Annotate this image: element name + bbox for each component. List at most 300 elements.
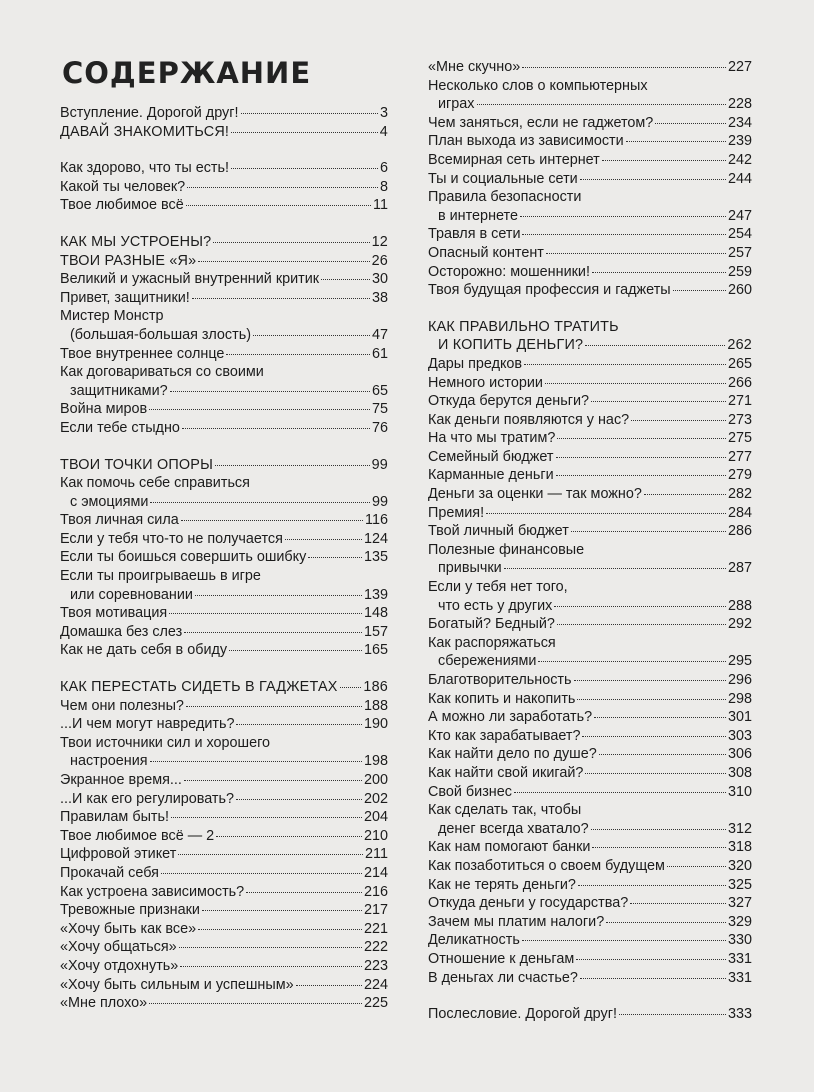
dot-leader <box>213 242 369 243</box>
toc-entry <box>60 994 388 1013</box>
toc-entry-title: (большая-большая злость) <box>70 326 251 343</box>
dot-leader <box>215 465 370 466</box>
toc-entry <box>428 783 752 802</box>
toc-entry-title: ТВОИ РАЗНЫЕ «Я» <box>60 252 197 269</box>
toc-page-number: 257 <box>727 244 752 261</box>
toc-entry <box>60 345 388 364</box>
toc-page-number: 306 <box>727 746 752 763</box>
toc-entry <box>60 159 388 178</box>
toc-entry-title: Если тебе стыдно <box>60 419 180 436</box>
toc-entry-title: Мистер Монстр <box>60 308 164 325</box>
toc-entry-title: Экранное время... <box>60 772 182 788</box>
toc-entry <box>60 178 388 197</box>
toc-entry-title: Травля в сети <box>428 226 521 243</box>
toc-page-number: 279 <box>727 467 752 484</box>
toc-page-number: 301 <box>727 709 752 726</box>
dot-leader <box>545 383 726 384</box>
toc-entry-title: Как нам помогают банки <box>428 839 591 856</box>
toc-entry-title: В деньгах ли счастье? <box>428 969 578 986</box>
toc-section-heading <box>60 123 388 142</box>
toc-entry-title: Как помочь себе справиться <box>60 475 250 492</box>
toc-entry-title: А можно ли заработать? <box>428 709 593 726</box>
toc-page-number: 202 <box>363 790 388 807</box>
toc-entry <box>428 114 752 133</box>
toc-entry <box>428 708 752 727</box>
toc-entry <box>60 734 388 771</box>
toc-entry <box>428 801 752 838</box>
toc-entry <box>60 419 388 438</box>
toc-entry <box>428 151 752 170</box>
toc-entry-title: играх <box>438 96 475 113</box>
toc-entry <box>60 196 388 215</box>
dot-leader <box>556 475 726 476</box>
toc-page-number: 124 <box>363 530 388 547</box>
toc-entry <box>428 132 752 151</box>
toc-entry-title: Твоя будущая профессия и гаджеты <box>428 282 671 299</box>
dot-leader <box>186 205 371 206</box>
dot-leader <box>522 234 726 235</box>
toc-page-number: 116 <box>365 512 388 529</box>
toc-entry-title: Кто как зарабатывает? <box>428 727 581 744</box>
toc-entry <box>428 764 752 783</box>
toc-section-heading <box>60 233 388 252</box>
toc-page-number: 188 <box>363 697 388 714</box>
toc-entry <box>428 634 752 671</box>
toc-entry-title: Прокачай себя <box>60 864 159 881</box>
toc-page-number: 320 <box>727 857 752 874</box>
toc-page-number: 310 <box>727 783 752 800</box>
toc-entry <box>428 485 752 504</box>
toc-page-number: 198 <box>363 753 388 770</box>
dot-leader <box>522 940 726 941</box>
toc-entry-title: И КОПИТЬ ДЕНЬГИ? <box>438 337 584 354</box>
dot-leader <box>585 345 725 346</box>
toc-entry <box>428 170 752 189</box>
dot-leader <box>557 438 726 439</box>
toc-entry <box>428 355 752 374</box>
toc-page-number: 292 <box>727 616 752 633</box>
toc-entry-title: Осторожно: мошенники! <box>428 263 590 280</box>
toc-page-number: 265 <box>727 355 752 372</box>
toc-entry <box>60 920 388 939</box>
dot-leader <box>619 1014 726 1015</box>
toc-entry-title: Твой личный бюджет <box>428 523 569 540</box>
toc-page-number: 157 <box>363 623 388 640</box>
toc-page-number: 135 <box>363 549 388 566</box>
toc-page-number: 282 <box>727 486 752 503</box>
toc-page-number: 295 <box>727 653 752 670</box>
dot-leader <box>594 717 726 718</box>
toc-entry <box>428 244 752 263</box>
toc-section-heading <box>60 456 388 475</box>
toc-entry-title: Твои источники сил и хорошего <box>60 734 271 751</box>
dot-leader <box>195 595 362 596</box>
toc-page-number: 288 <box>727 597 752 614</box>
toc-page-number: 6 <box>379 160 388 177</box>
toc-page-number: 330 <box>727 932 752 949</box>
toc-page-number: 234 <box>727 114 752 131</box>
toc-entry <box>60 883 388 902</box>
toc-entry <box>428 615 752 634</box>
dot-leader <box>198 929 362 930</box>
toc-entry-title: Какой ты человек? <box>60 178 186 195</box>
toc-entry <box>428 671 752 690</box>
toc-page-number: 327 <box>727 895 752 912</box>
toc-entry <box>60 697 388 716</box>
dot-leader <box>557 624 726 625</box>
dot-leader <box>524 364 726 365</box>
toc-page-number: 273 <box>727 411 752 428</box>
dot-leader <box>180 966 362 967</box>
toc-entry-title: Если ты боишься совершить ошибку <box>60 549 307 566</box>
toc-entry-title: «Хочу общаться» <box>60 939 177 956</box>
dot-leader <box>182 428 370 429</box>
toc-entry <box>60 548 388 567</box>
toc-page-number: 200 <box>363 772 388 788</box>
toc-entry-title: Если у тебя что-то не получается <box>60 530 283 547</box>
toc-page-number: 139 <box>363 586 388 603</box>
toc-entry-title: Твое любимое всё <box>60 197 184 214</box>
toc-entry <box>428 913 752 932</box>
toc-entry-title: Как деньги появляются у нас? <box>428 411 630 428</box>
toc-entry-title: «Хочу быть как все» <box>60 920 197 937</box>
dot-leader <box>522 67 726 68</box>
toc-page-number: 308 <box>727 764 752 781</box>
toc-entry-title: Твое любимое всё — 2 <box>60 827 215 844</box>
toc-entry <box>60 289 388 308</box>
toc-page-number: 333 <box>727 1006 752 1023</box>
dot-leader <box>477 104 726 105</box>
toc-entry-title: Правила безопасности <box>428 189 582 206</box>
toc-entry-title: Правилам быть! <box>60 809 169 826</box>
toc-entry <box>60 270 388 289</box>
toc-page-number: 303 <box>727 727 752 744</box>
toc-entry-title: денег всегда хватало? <box>438 820 589 837</box>
toc-page-number: 165 <box>363 642 388 659</box>
toc-page-number: 217 <box>363 902 388 919</box>
dot-leader <box>514 792 726 793</box>
section-gap <box>60 438 388 456</box>
toc-entry-title: На что мы тратим? <box>428 430 556 447</box>
toc-page-number: 38 <box>371 289 388 306</box>
toc-page-number: 210 <box>363 827 388 844</box>
toc-entry <box>60 511 388 530</box>
toc-page-number: 186 <box>363 679 388 696</box>
toc-entry-title: ...И как его регулировать? <box>60 790 235 807</box>
toc-entry-title: Как позаботиться о своем будущем <box>428 857 665 874</box>
toc-page-number: 190 <box>363 716 388 733</box>
toc-entry <box>60 623 388 642</box>
toc-entry <box>428 392 752 411</box>
toc-entry-title: Семейный бюджет <box>428 448 554 465</box>
toc-entry <box>60 400 388 419</box>
toc-entry <box>428 429 752 448</box>
toc-page-number: 284 <box>727 504 752 521</box>
dot-leader <box>538 661 726 662</box>
toc-page-number: 11 <box>373 197 388 214</box>
toc-entry <box>428 950 752 969</box>
toc-entry <box>60 474 388 511</box>
toc-page-number: 318 <box>727 839 752 856</box>
dot-leader <box>591 829 726 830</box>
dot-leader <box>170 391 370 392</box>
toc-entry <box>428 578 752 615</box>
toc-page-number: 225 <box>363 995 388 1012</box>
toc-entry-title: Ты и социальные сети <box>428 170 578 187</box>
section-gap <box>428 300 752 318</box>
toc-entry-title: Домашка без слез <box>60 623 183 640</box>
dot-leader <box>181 520 363 521</box>
section-gap <box>60 660 388 678</box>
toc-page-number: 296 <box>727 672 752 688</box>
toc-page-number: 8 <box>379 178 388 195</box>
page-title: СОДЕРЖАНИЕ <box>62 56 312 90</box>
toc-section-heading <box>428 318 752 355</box>
toc-entry-title: привычки <box>438 560 502 577</box>
toc-entry-title: КАК МЫ УСТРОЕНЫ? <box>60 233 212 250</box>
dot-leader <box>340 687 362 688</box>
toc-entry-title: ДАВАЙ ЗНАКОМИТЬСЯ! <box>60 123 230 140</box>
dot-leader <box>192 298 370 299</box>
toc-entry-title: Опасный контент <box>428 244 544 261</box>
dot-leader <box>599 754 726 755</box>
toc-entry <box>428 727 752 746</box>
dot-leader <box>673 290 726 291</box>
dot-leader <box>236 724 362 725</box>
dot-leader <box>504 568 726 569</box>
toc-entry-title: Как здорово, что ты есть! <box>60 160 229 177</box>
dot-leader <box>667 866 726 867</box>
toc-entry-title: КАК ПРАВИЛЬНО ТРАТИТЬ <box>428 318 619 335</box>
toc-entry <box>60 104 388 123</box>
dot-leader <box>187 187 378 188</box>
dot-leader <box>592 272 726 273</box>
toc-entry <box>428 838 752 857</box>
toc-section-heading <box>60 678 388 697</box>
toc-entry <box>428 690 752 709</box>
dot-leader <box>591 401 726 402</box>
toc-entry <box>60 567 388 604</box>
toc-page-number: 99 <box>371 456 388 473</box>
toc-entry <box>428 77 752 114</box>
toc-entry-title: Великий и ужасный внутренний критик <box>60 271 320 288</box>
toc-entry-title: в интернете <box>438 207 518 224</box>
dot-leader <box>580 978 726 979</box>
dot-leader <box>574 680 726 681</box>
toc-entry <box>60 976 388 995</box>
dot-leader <box>655 123 726 124</box>
toc-entry-title: Твоя личная сила <box>60 512 179 529</box>
dot-leader <box>202 910 362 911</box>
toc-entry-title: Как устроена зависимость? <box>60 883 245 900</box>
toc-entry <box>60 845 388 864</box>
toc-entry <box>60 808 388 827</box>
toc-page-number: 247 <box>727 207 752 224</box>
toc-entry <box>60 957 388 976</box>
toc-entry-title: Благотворительность <box>428 672 572 688</box>
toc-entry <box>428 894 752 913</box>
toc-page-number: 223 <box>363 957 388 974</box>
toc-entry <box>60 363 388 400</box>
toc-entry-title: Дары предков <box>428 355 523 372</box>
toc-entry <box>60 864 388 883</box>
toc-entry <box>428 263 752 282</box>
toc-entry-title: Как копить и накопить <box>428 690 576 707</box>
toc-page-number: 204 <box>363 809 388 826</box>
toc-entry <box>428 188 752 225</box>
toc-entry-title: Карманные деньги <box>428 467 554 484</box>
dot-leader <box>308 557 362 558</box>
dot-leader <box>592 847 726 848</box>
dot-leader <box>582 736 726 737</box>
toc-entry-title: Чем они полезны? <box>60 697 184 714</box>
toc-page-number: 228 <box>727 96 752 113</box>
dot-leader <box>571 531 726 532</box>
toc-entry-title: ТВОИ ТОЧКИ ОПОРЫ <box>60 456 214 473</box>
toc-page-number: 331 <box>727 950 752 967</box>
toc-left-column <box>60 104 388 1013</box>
toc-entry <box>60 938 388 957</box>
toc-entry <box>428 374 752 393</box>
toc-entry-title: Немного истории <box>428 374 543 391</box>
dot-leader <box>296 985 362 986</box>
dot-leader <box>149 409 370 410</box>
toc-entry <box>428 876 752 895</box>
dot-leader <box>321 279 370 280</box>
dot-leader <box>626 141 726 142</box>
toc-entry-title: Тревожные признаки <box>60 902 200 919</box>
toc-page-number: 75 <box>371 401 388 418</box>
toc-entry <box>428 969 752 988</box>
toc-entry-title: Деньги за оценки — так можно? <box>428 486 642 503</box>
toc-page-number: 221 <box>363 920 388 937</box>
toc-entry <box>428 281 752 300</box>
toc-page-number: 329 <box>727 913 752 930</box>
dot-leader <box>253 335 370 336</box>
toc-entry <box>428 225 752 244</box>
dot-leader <box>486 513 726 514</box>
toc-entry-title: Как не дать себя в обиду <box>60 642 228 659</box>
section-gap <box>60 215 388 233</box>
toc-entry-title: КАК ПЕРЕСТАТЬ СИДЕТЬ В ГАДЖЕТАХ <box>60 679 338 696</box>
dot-leader <box>184 632 362 633</box>
dot-leader <box>179 947 362 948</box>
dot-leader <box>631 420 726 421</box>
dot-leader <box>577 699 726 700</box>
dot-leader <box>149 1003 362 1004</box>
toc-entry-title: защитниками? <box>70 382 168 399</box>
toc-page-number: 99 <box>371 493 388 510</box>
toc-page-number: 214 <box>363 864 388 881</box>
toc-page-number: 286 <box>727 523 752 540</box>
toc-entry-title: Чем заняться, если не гаджетом? <box>428 114 654 131</box>
toc-entry <box>60 530 388 549</box>
dot-leader <box>585 773 726 774</box>
toc-entry-title: Вступление. Дорогой друг! <box>60 105 239 121</box>
toc-entry <box>428 541 752 578</box>
toc-entry <box>60 604 388 623</box>
toc-section-heading <box>60 252 388 271</box>
toc-entry <box>428 466 752 485</box>
toc-entry <box>60 901 388 920</box>
toc-page-number: 325 <box>727 876 752 893</box>
toc-entry-title: Война миров <box>60 401 148 418</box>
toc-page-number: 3 <box>379 105 388 121</box>
toc-entry-title: настроения <box>70 753 148 770</box>
toc-page-number: 30 <box>371 271 388 288</box>
toc-entry-title: Цифровой этикет <box>60 846 177 863</box>
dot-leader <box>578 885 726 886</box>
toc-page-number: 4 <box>379 123 388 140</box>
toc-entry-title: Как не терять деньги? <box>428 876 576 893</box>
dot-leader <box>150 502 370 503</box>
toc-page-number: 271 <box>727 393 752 410</box>
toc-page-number: 266 <box>727 374 752 391</box>
dot-leader <box>161 873 362 874</box>
section-gap <box>428 987 752 1005</box>
toc-entry-title: «Хочу отдохнуть» <box>60 957 179 974</box>
toc-page-number: 260 <box>727 282 752 299</box>
toc-entry-title: Если у тебя нет того, <box>428 579 568 596</box>
dot-leader <box>554 606 726 607</box>
dot-leader <box>630 903 726 904</box>
toc-entry <box>428 504 752 523</box>
dot-leader <box>186 706 362 707</box>
toc-entry-title: План выхода из зависимости <box>428 133 624 150</box>
toc-page-number: 277 <box>727 448 752 465</box>
toc-page-number: 227 <box>727 59 752 75</box>
dot-leader <box>231 132 378 133</box>
toc-entry <box>428 1005 752 1024</box>
section-gap <box>60 141 388 159</box>
toc-entry-title: Богатый? Бедный? <box>428 616 555 633</box>
toc-entry <box>428 745 752 764</box>
dot-leader <box>216 836 362 837</box>
toc-page-number: 254 <box>727 226 752 243</box>
toc-entry-title: Как сделать так, чтобы <box>428 802 582 819</box>
dot-leader <box>229 650 362 651</box>
toc-entry-title: Как найти свой икигай? <box>428 764 584 781</box>
toc-entry <box>428 448 752 467</box>
toc-entry <box>428 522 752 541</box>
toc-entry <box>60 641 388 660</box>
dot-leader <box>602 160 726 161</box>
toc-page-number: 216 <box>363 883 388 900</box>
dot-leader <box>169 613 362 614</box>
toc-entry-title: сбережениями <box>438 653 537 670</box>
dot-leader <box>285 539 362 540</box>
toc-page-number: 61 <box>371 345 388 362</box>
toc-entry-title: Откуда деньги у государства? <box>428 895 629 912</box>
toc-entry-title: Откуда берутся деньги? <box>428 393 590 410</box>
toc-entry <box>428 58 752 77</box>
toc-entry-title: Твоя мотивация <box>60 605 168 622</box>
dot-leader <box>546 253 726 254</box>
dot-leader <box>226 354 370 355</box>
toc-entry-title: Как договариваться со своими <box>60 364 264 381</box>
dot-leader <box>246 892 362 893</box>
toc-page-number: 312 <box>727 820 752 837</box>
toc-page-number: 275 <box>727 430 752 447</box>
toc-right-column <box>428 58 752 1024</box>
dot-leader <box>644 494 726 495</box>
toc-page-number: 331 <box>727 969 752 986</box>
toc-entry-title: Послесловие. Дорогой друг! <box>428 1006 617 1023</box>
toc-entry-title: Несколько слов о компьютерных <box>428 77 648 94</box>
toc-page-number: 65 <box>371 382 388 399</box>
dot-leader <box>198 261 369 262</box>
toc-entry-title: Зачем мы платим налоги? <box>428 913 605 930</box>
